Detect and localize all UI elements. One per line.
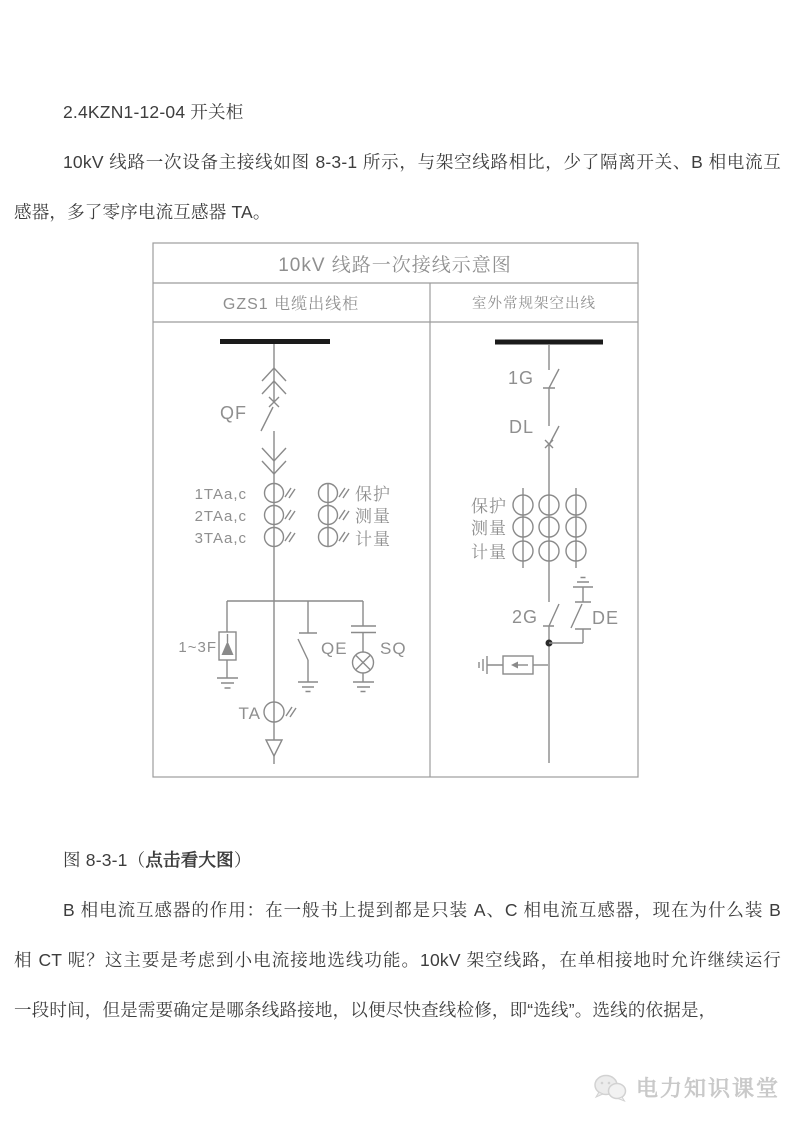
zero-ct-label: TA [238,704,261,723]
earth-switch-label: DE [592,608,620,628]
page-heading: 2.4KZN1-12-04 开关柜 [63,102,244,122]
earthing-switch-symbol [298,601,318,692]
ct-use-label: 测量 [355,507,391,526]
breaker-label: QF [220,403,247,423]
left-panel [178,339,406,764]
caption-number: 图 8-3-1（ [63,850,146,870]
circuit-breaker-symbol [261,397,279,431]
ct-label: 2TAa,c [194,508,247,525]
ct-use-label: 计量 [355,530,391,549]
brand-name: 电力知识课堂 [635,1076,780,1101]
column-header-right: 室外常规架空出线 [472,296,596,312]
paragraph-line: 10kV 线路一次设备主接线如图 8-3-1 所示，与架空线路相比，少了隔离开关、B 相电流互 [63,152,781,172]
wechat-icon [593,1074,627,1102]
busbar-left [220,339,330,344]
figure-title: 10kV 线路一次接线示意图 [278,255,512,276]
surge-arrester-symbol [217,601,238,688]
disconnector-label: 1G [507,368,534,388]
column-header-left: GZS1 电缆出线柜 [222,296,360,313]
voltage-indicator-symbol [351,601,376,692]
ct-symbols [265,484,350,547]
busbar-right [495,340,603,345]
paragraph-line: 感器，多了零序电流互感器 TA。 [14,202,271,222]
one-line-diagram-figure[interactable] [150,241,640,781]
ct-label: 3TAa,c [194,530,247,547]
brand-watermark [593,1072,780,1103]
paragraph-line: 相 CT 呢？这主要是考虑到小电流接地选线功能。10kV 架空线路，在单相接地时允许继续运行 [14,950,781,970]
paragraph-line: B 相电流互感器的作用：在一般书上提到都是只装 A、C 相电流互感器，现在为什么装 B [63,900,781,920]
figure-caption [63,849,252,871]
disconnector-symbol [543,604,559,626]
cable-outgoing-arrow [266,740,282,756]
ct-use-label: 测量 [471,519,507,538]
ct-use-label: 保护 [355,485,391,504]
caption-close-paren: ） [233,850,252,870]
line-arrester-symbol [479,656,548,674]
ct-use-label: 保护 [471,497,507,516]
disconnector-symbol [543,369,559,388]
circuit-breaker-symbol [545,426,559,448]
voltage-display-label: SQ [380,639,407,658]
paragraph-line: 一段时间，但是需要确定是哪条线路接地，以便尽快查线检修，即“选线”。选线的依据是， [14,1000,717,1020]
ct-label: 1TAa,c [194,486,247,503]
disconnector-label: 2G [511,607,538,627]
right-panel [471,340,619,764]
caption-enlarge-link[interactable]: 点击看大图 [145,850,234,870]
zero-sequence-ct-symbol [264,702,296,722]
breaker-label: DL [508,417,534,437]
earth-switch-label: QE [321,639,348,658]
arrester-label: 1~3F [178,639,217,656]
ct-use-label: 计量 [471,543,507,562]
